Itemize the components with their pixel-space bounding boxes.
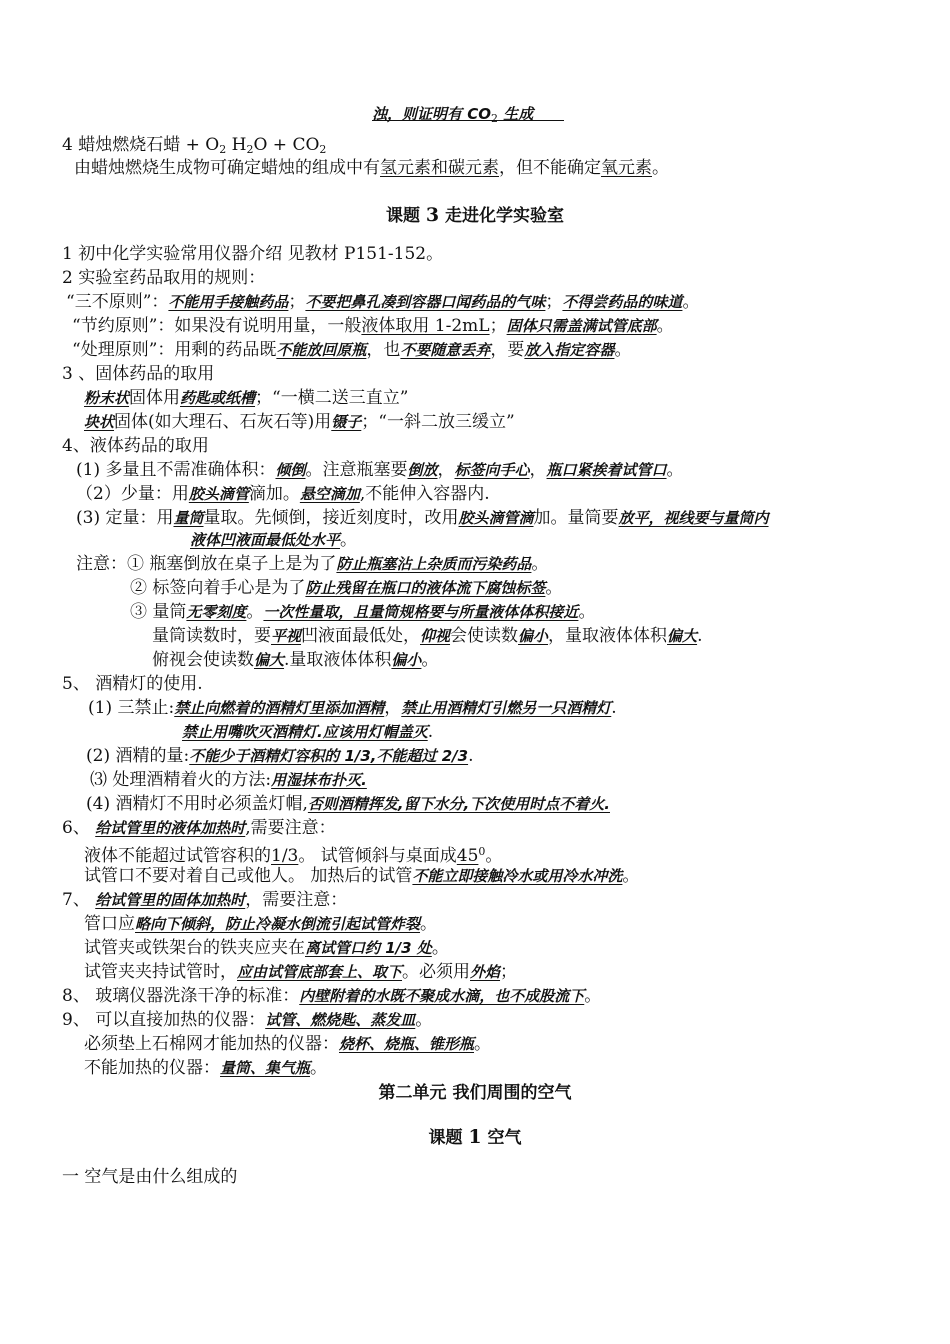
text-line: 试管夹夹持试管时，应由试管底部套上、取下。必须用外焰； — [84, 962, 518, 982]
text-line: 禁止用嘴吹灭酒精灯.应该用灯帽盖灭. — [182, 722, 434, 742]
text-line: 一 空气是由什么组成的 — [62, 1167, 238, 1187]
text-line: (2) 酒精的量:不能少于酒精灯容积的 1/3,不能超过 2/3. — [86, 746, 474, 766]
text-line: 5、 酒精灯的使用. — [62, 674, 203, 694]
text-line: (1) 三禁止:禁止向燃着的酒精灯里添加酒精，禁止用酒精灯引燃另一只酒精灯. — [88, 698, 617, 718]
text-line: ⑶ 处理酒精着火的方法:用湿抹布扑灭. — [90, 770, 367, 790]
text-line: (4) 酒精灯不用时必须盖灯帽,否则酒精挥发,留下水分,下次使用时点不着火. — [86, 794, 610, 814]
text-line: 试管口不要对着自己或他人。 加热后的试管不能立即接触冷水或用冷水冲洗。 — [84, 866, 640, 886]
text-line: ③ 量筒无零刻度。一次性量取，且量筒规格要与所量液体体积接近。 — [130, 602, 596, 622]
text-line: ② 标签向着手心是为了防止残留在瓶口的液体流下腐蚀标签。 — [130, 578, 563, 598]
text-line: 7、 给试管里的固体加热时，需要注意： — [62, 890, 348, 910]
text-line: 4、液体药品的取用 — [62, 436, 209, 456]
text-line: 由蜡烛燃烧生成物可确定蜡烛的组成中有氢元素和碳元素，但不能确定氧元素。 — [74, 158, 669, 178]
text-line: 俯视会使读数偏大.量取液体体积偏小。 — [152, 650, 439, 670]
text-line: 管口应略向下倾斜，防止冷凝水倒流引起试管炸裂。 — [84, 914, 438, 934]
text-line: 块状固体(如大理石、石灰石等)用镊子；“一斜二放三缓立” — [84, 412, 515, 432]
text-line: (1) 多量且不需准确体积：倾倒。注意瓶塞要倒放，标签向手心，瓶口紧挨着试管口。 — [76, 460, 684, 480]
text-line: 粉末状固体用药匙或纸槽；“一横二送三直立” — [84, 388, 409, 408]
text-line: “三不原则”：不能用手接触药品；不要把鼻孔凑到容器口闻药品的气味；不得尝药品的味道。 — [66, 292, 700, 312]
text-line: 液体不能超过试管容积的1/3。 试管倾斜与桌面成$45^0$。 — [84, 845, 503, 866]
text-line: 6、 给试管里的液体加热时,需要注意： — [62, 818, 336, 838]
underline-rule — [372, 120, 564, 121]
text-line: 3 、固体药品的取用 — [62, 364, 215, 384]
text-line: 8、 玻璃仪器洗涤干净的标准：内壁附着的水既不聚成水滴，也不成股流下。 — [62, 986, 602, 1006]
text-line: 必须垫上石棉网才能加热的仪器：烧杯、烧瓶、锥形瓶。 — [84, 1034, 492, 1054]
section-heading: 课题 1 空气 — [428, 1126, 522, 1148]
section-heading: 课题 3 走进化学实验室 — [385, 204, 565, 226]
text-line: (3) 定量：用量筒量取。先倾倒，接近刻度时，改用胶头滴管滴加。量筒要放平，视线要与量筒内 — [76, 508, 769, 528]
text-line: 4 蜡烛燃烧石蜡 + $O_2$ $H_2O + CO_2$ — [62, 135, 327, 156]
text-line: 9、 可以直接加热的仪器：试管、燃烧匙、蒸发皿。 — [62, 1010, 433, 1030]
unit-heading: 第二单元 我们周围的空气 — [378, 1083, 572, 1103]
text-line: （2）少量：用胶头滴管滴加。悬空滴加,不能伸入容器内. — [76, 484, 490, 504]
text-line: 量筒读数时，要平视凹液面最低处，仰视会使读数偏小，量取液体体积偏大. — [152, 626, 703, 646]
text-line: 试管夹或铁架台的铁夹应夹在离试管口约 1/3 处。 — [84, 938, 449, 958]
text-line: “节约原则”：如果没有说明用量，一般液体取用 1-2mL；固体只需盖满试管底部。 — [72, 316, 674, 336]
text-line: “处理原则”：用剩的药品既不能放回原瓶，也不要随意丢弃，要放入指定容器。 — [72, 340, 632, 360]
text-line: 液体凹液面最低处水平。 — [190, 530, 358, 550]
text-line: 注意：① 瓶塞倒放在桌子上是为了防止瓶塞沾上杂质而污染药品。 — [76, 554, 549, 574]
text-line: 1 初中化学实验常用仪器介绍 见教材 P151-152。 — [62, 244, 444, 264]
text-line: 不能加热的仪器：量筒、集气瓶。 — [84, 1058, 328, 1078]
text-line: 浊，则证明有 $CO_2$ 生成 — [372, 105, 534, 125]
text-line: 2 实验室药品取用的规则： — [62, 268, 266, 288]
